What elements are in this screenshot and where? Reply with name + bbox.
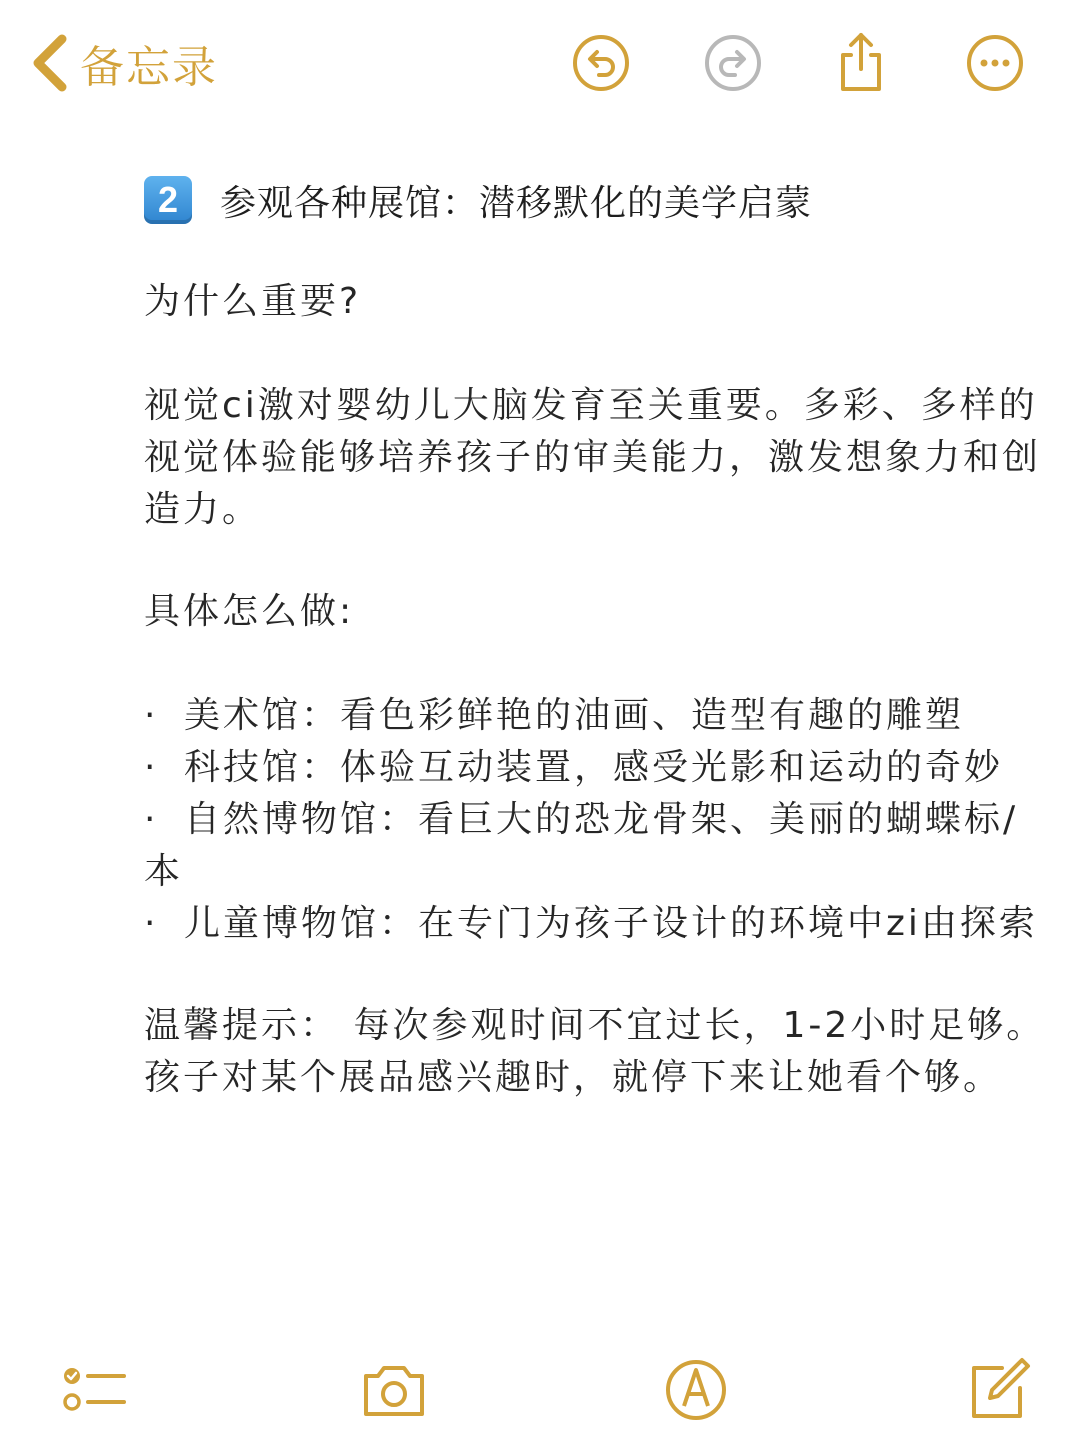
undo-icon xyxy=(569,31,633,95)
list-item xyxy=(144,794,1018,846)
back-button[interactable] xyxy=(28,28,218,98)
more-icon xyxy=(963,31,1027,95)
checklist-icon xyxy=(58,1354,130,1426)
redo-icon xyxy=(701,31,765,95)
more-button[interactable] xyxy=(960,28,1030,98)
tip-line: 温馨提示： 每次参观时间不宜过长，1-2小时足够。 xyxy=(144,1005,1046,1046)
back-label: 备忘录 xyxy=(80,42,218,93)
undo-button[interactable] xyxy=(566,28,636,98)
share-icon xyxy=(829,31,893,95)
bullet-mark: · xyxy=(144,903,159,944)
chevron-left-icon xyxy=(28,31,72,95)
how-title: 具体怎么做: xyxy=(144,591,355,632)
share-button[interactable] xyxy=(826,28,896,98)
camera-button[interactable] xyxy=(354,1350,434,1430)
bottom-toolbar xyxy=(0,1340,1080,1440)
redo-button[interactable] xyxy=(698,28,768,98)
list-item-continuation: 本 xyxy=(144,851,184,892)
top-navigation-bar xyxy=(0,0,1080,130)
bullet-mark: · xyxy=(144,799,159,840)
list-item-text: 儿童博物馆：在专门为孩子设计的环境中zi由探索 xyxy=(184,903,1038,944)
compose-icon xyxy=(962,1354,1034,1426)
list-item xyxy=(144,690,964,742)
keycap-number-icon: 2 xyxy=(144,176,192,224)
compose-button[interactable] xyxy=(958,1350,1038,1430)
list-item-text: 科技馆：体验互动装置，感受光影和运动的奇妙 xyxy=(184,747,1004,788)
camera-icon xyxy=(358,1354,430,1426)
section-heading xyxy=(144,172,818,228)
tip-line: 孩子对某个展品感兴趣时，就停下来让她看个够。 xyxy=(144,1057,1003,1098)
markup-icon xyxy=(660,1354,732,1426)
paragraph-line: 视觉体验能够培养孩子的审美能力，激发想象力和创 xyxy=(144,437,1042,478)
checklist-button[interactable] xyxy=(54,1350,134,1430)
paragraph-line: 造力。 xyxy=(144,489,262,530)
why-title: 为什么重要? xyxy=(144,281,362,322)
list-item xyxy=(144,742,1003,794)
list-item xyxy=(144,898,1038,950)
paragraph-line: 视觉ci激对婴幼儿大脑发育至关重要。多彩、多样的 xyxy=(144,385,1038,426)
bullet-mark: · xyxy=(144,695,159,736)
markup-button[interactable] xyxy=(656,1350,736,1430)
heading-text: 参观各种展馆：潜移默化的美学启蒙 xyxy=(214,175,818,226)
bullet-mark: · xyxy=(144,747,159,788)
list-item-text: 自然博物馆：看巨大的恐龙骨架、美丽的蝴蝶标/ xyxy=(184,799,1019,840)
list-item-text: 美术馆：看色彩鲜艳的油画、造型有趣的雕塑 xyxy=(184,695,965,736)
